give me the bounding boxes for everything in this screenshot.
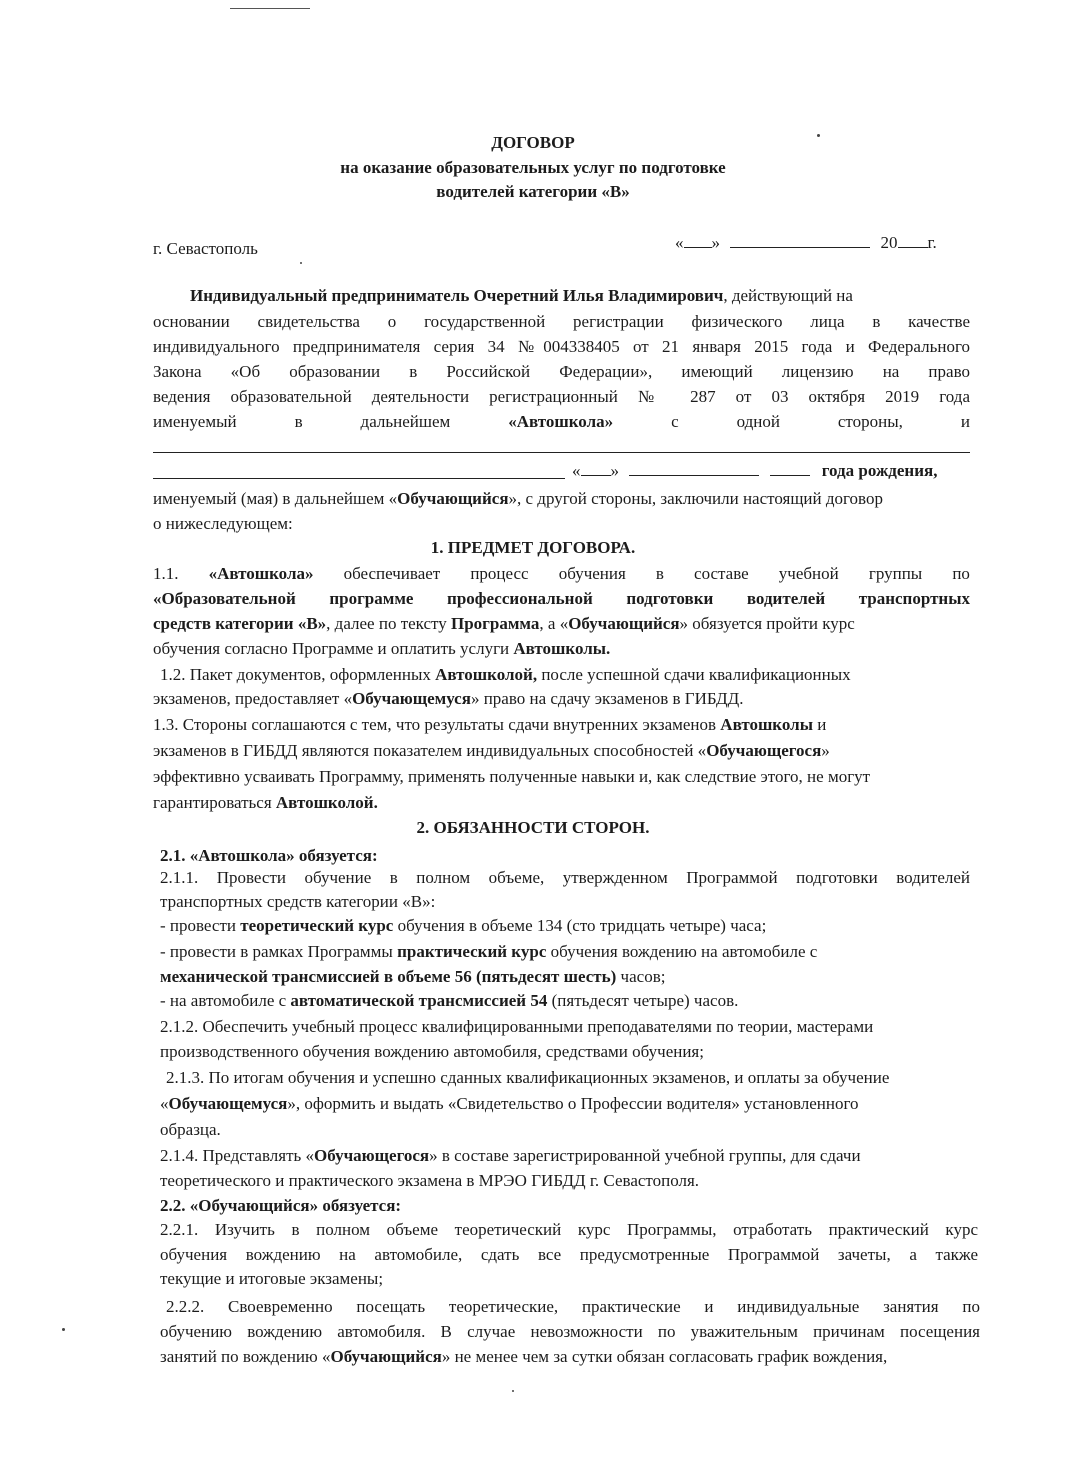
- p221-line-1: 2.2.1. Изучить в полном объеме теоретический курс Программы, отработать практический курс: [160, 1220, 978, 1239]
- birth-year-blank: [770, 461, 810, 476]
- p11-line-1: 1.1. «Автошкола» обеспечивает процесс обучения в составе учебной группы по: [153, 564, 970, 583]
- intro-line-4: Закона «Об образовании в Российской Федерации», имеющий лицензию на право: [153, 362, 970, 381]
- p213-line-2: «Обучающемуся», оформить и выдать «Свидетельство о Профессии водителя» установленного: [160, 1094, 859, 1113]
- intro-line-3: индивидуального предпринимателя серия 34 №004338405 от 21 января 2015 года и Федерального: [153, 337, 970, 356]
- date-line: « » 20 г.: [675, 233, 937, 252]
- intro-line-9: именуемый (мая) в дальнейшем «Обучающийся», с другой стороны, заключили настоящий договор: [153, 489, 883, 508]
- p212-line-1: 2.1.2. Обеспечить учебный процесс квалифицированными преподавателями по теории, мастерами: [160, 1017, 874, 1036]
- p11-line-3: средств категории «В», далее по тексту Программа, а «Обучающийся» обязуется пройти курс: [153, 614, 855, 633]
- p214-line-2: теоретического и практического экзамена в МРЭО ГИБДД г. Севастополя.: [160, 1171, 700, 1190]
- p11-line-4: обучения согласно Программе и оплатить услуги Автошколы.: [153, 639, 611, 658]
- p212-line-2: производственного обучения вождению автомобиля, средствами обучения;: [160, 1042, 704, 1061]
- scan-speck: [300, 262, 302, 264]
- birth-month-blank: [629, 461, 759, 476]
- day-blank: [684, 233, 712, 248]
- p13-line-4: гарантироваться Автошколой.: [153, 793, 378, 812]
- section-2-heading: 2. ОБЯЗАННОСТИ СТОРОН.: [416, 818, 650, 837]
- intro-line-2: основании свидетельства о государственной регистрации физического лица в качестве: [153, 312, 970, 331]
- p13-line-2: экзаменов в ГИБДД являются показателем индивидуальных способностей «Обучающегося»: [153, 741, 830, 760]
- p222-line-1: 2.2.2. Своевременно посещать теоретические, практические и индивидуальные занятия по: [166, 1297, 980, 1316]
- p222-line-2: обучению вождению автомобиля. В случае невозможности по уважительным причинам посещения: [160, 1322, 980, 1341]
- p214-line-1: 2.1.4. Представлять «Обучающегося» в составе зарегистрированной учебной группы, для сдачи: [160, 1146, 861, 1165]
- birth-date-line: « » года рождения,: [572, 461, 938, 480]
- place: г. Севастополь: [153, 239, 258, 258]
- intro-line-5: ведения образовательной деятельности регистрационный № 287 от 03 октября 2019 года: [153, 387, 970, 406]
- bullet-practice-1: - провести в рамках Программы практический курс обучения вождению на автомобиле с: [160, 942, 818, 961]
- s22-heading: 2.2. «Обучающийся» обязуется:: [160, 1196, 402, 1215]
- month-blank: [730, 233, 870, 248]
- p13-line-1: 1.3. Стороны соглашаются с тем, что результаты сдачи внутренних экзаменов Автошколы и: [153, 715, 827, 734]
- p12-line-2: экзаменов, предоставляет «Обучающемуся» право на сдачу экзаменов в ГИБДД.: [153, 689, 744, 708]
- s21-heading: 2.1. «Автошкола» обязуется:: [160, 846, 378, 865]
- p211-line-2: транспортных средств категории «В»:: [160, 892, 436, 911]
- document-title: ДОГОВОР: [491, 133, 575, 152]
- p222-line-3: занятий по вождению «Обучающийся» не менее чем за сутки обязан согласовать график вождения,: [160, 1347, 888, 1366]
- scan-artifact-line: [230, 8, 310, 9]
- name-fill-line: [153, 452, 970, 453]
- p221-line-3: текущие и итоговые экзамены;: [160, 1269, 384, 1288]
- bullet-theory: - провести теоретический курс обучения в объеме 134 (сто тридцать четыре) часа;: [160, 916, 767, 935]
- scan-speck: [512, 1390, 514, 1392]
- p221-line-2: обучения вождению на автомобиле, сдать все предусмотренные Программой зачеты, а также: [160, 1245, 978, 1264]
- intro-line-10: о нижеследующем:: [153, 514, 293, 533]
- p213-line-1: 2.1.3. По итогам обучения и успешно сданных квалификационных экзаменов, и оплаты за обучение: [166, 1068, 890, 1087]
- section-1-heading: 1. ПРЕДМЕТ ДОГОВОРА.: [430, 538, 636, 557]
- year-blank: [898, 233, 928, 248]
- bullet-automatic: - на автомобиле с автоматической трансмиссией 54 (пятьдесят четыре) часов.: [160, 991, 739, 1010]
- birth-day-blank: [581, 461, 611, 476]
- p13-line-3: эффективно усваивать Программу, применять полученные навыки и, как следствие этого, не могут: [153, 767, 871, 786]
- intro-line-1: Индивидуальный предприниматель Очеретний Илья Владимирович, действующий на: [190, 286, 853, 305]
- p211-line-1: 2.1.1. Провести обучение в полном объеме, утвержденном Программой подготовки водителей: [160, 868, 970, 887]
- scan-speck: [62, 1328, 65, 1331]
- p11-line-2: «Образовательной программе профессиональной подготовки водителей транспортных: [153, 589, 970, 608]
- document-subtitle-2: водителей категории «В»: [436, 182, 630, 201]
- p12-line-1: 1.2. Пакет документов, оформленных Автошколой, после успешной сдачи квалификационных: [160, 665, 851, 684]
- name-fill-line-2: [153, 478, 565, 479]
- p213-line-3: образца.: [160, 1120, 221, 1139]
- document-subtitle-1: на оказание образовательных услуг по подготовке: [340, 158, 726, 177]
- bullet-practice-2: механической трансмиссией в объеме 56 (пятьдесят шесть) часов;: [160, 967, 666, 986]
- intro-line-6: именуемый в дальнейшем «Автошкола» с одной стороны, и: [153, 412, 970, 431]
